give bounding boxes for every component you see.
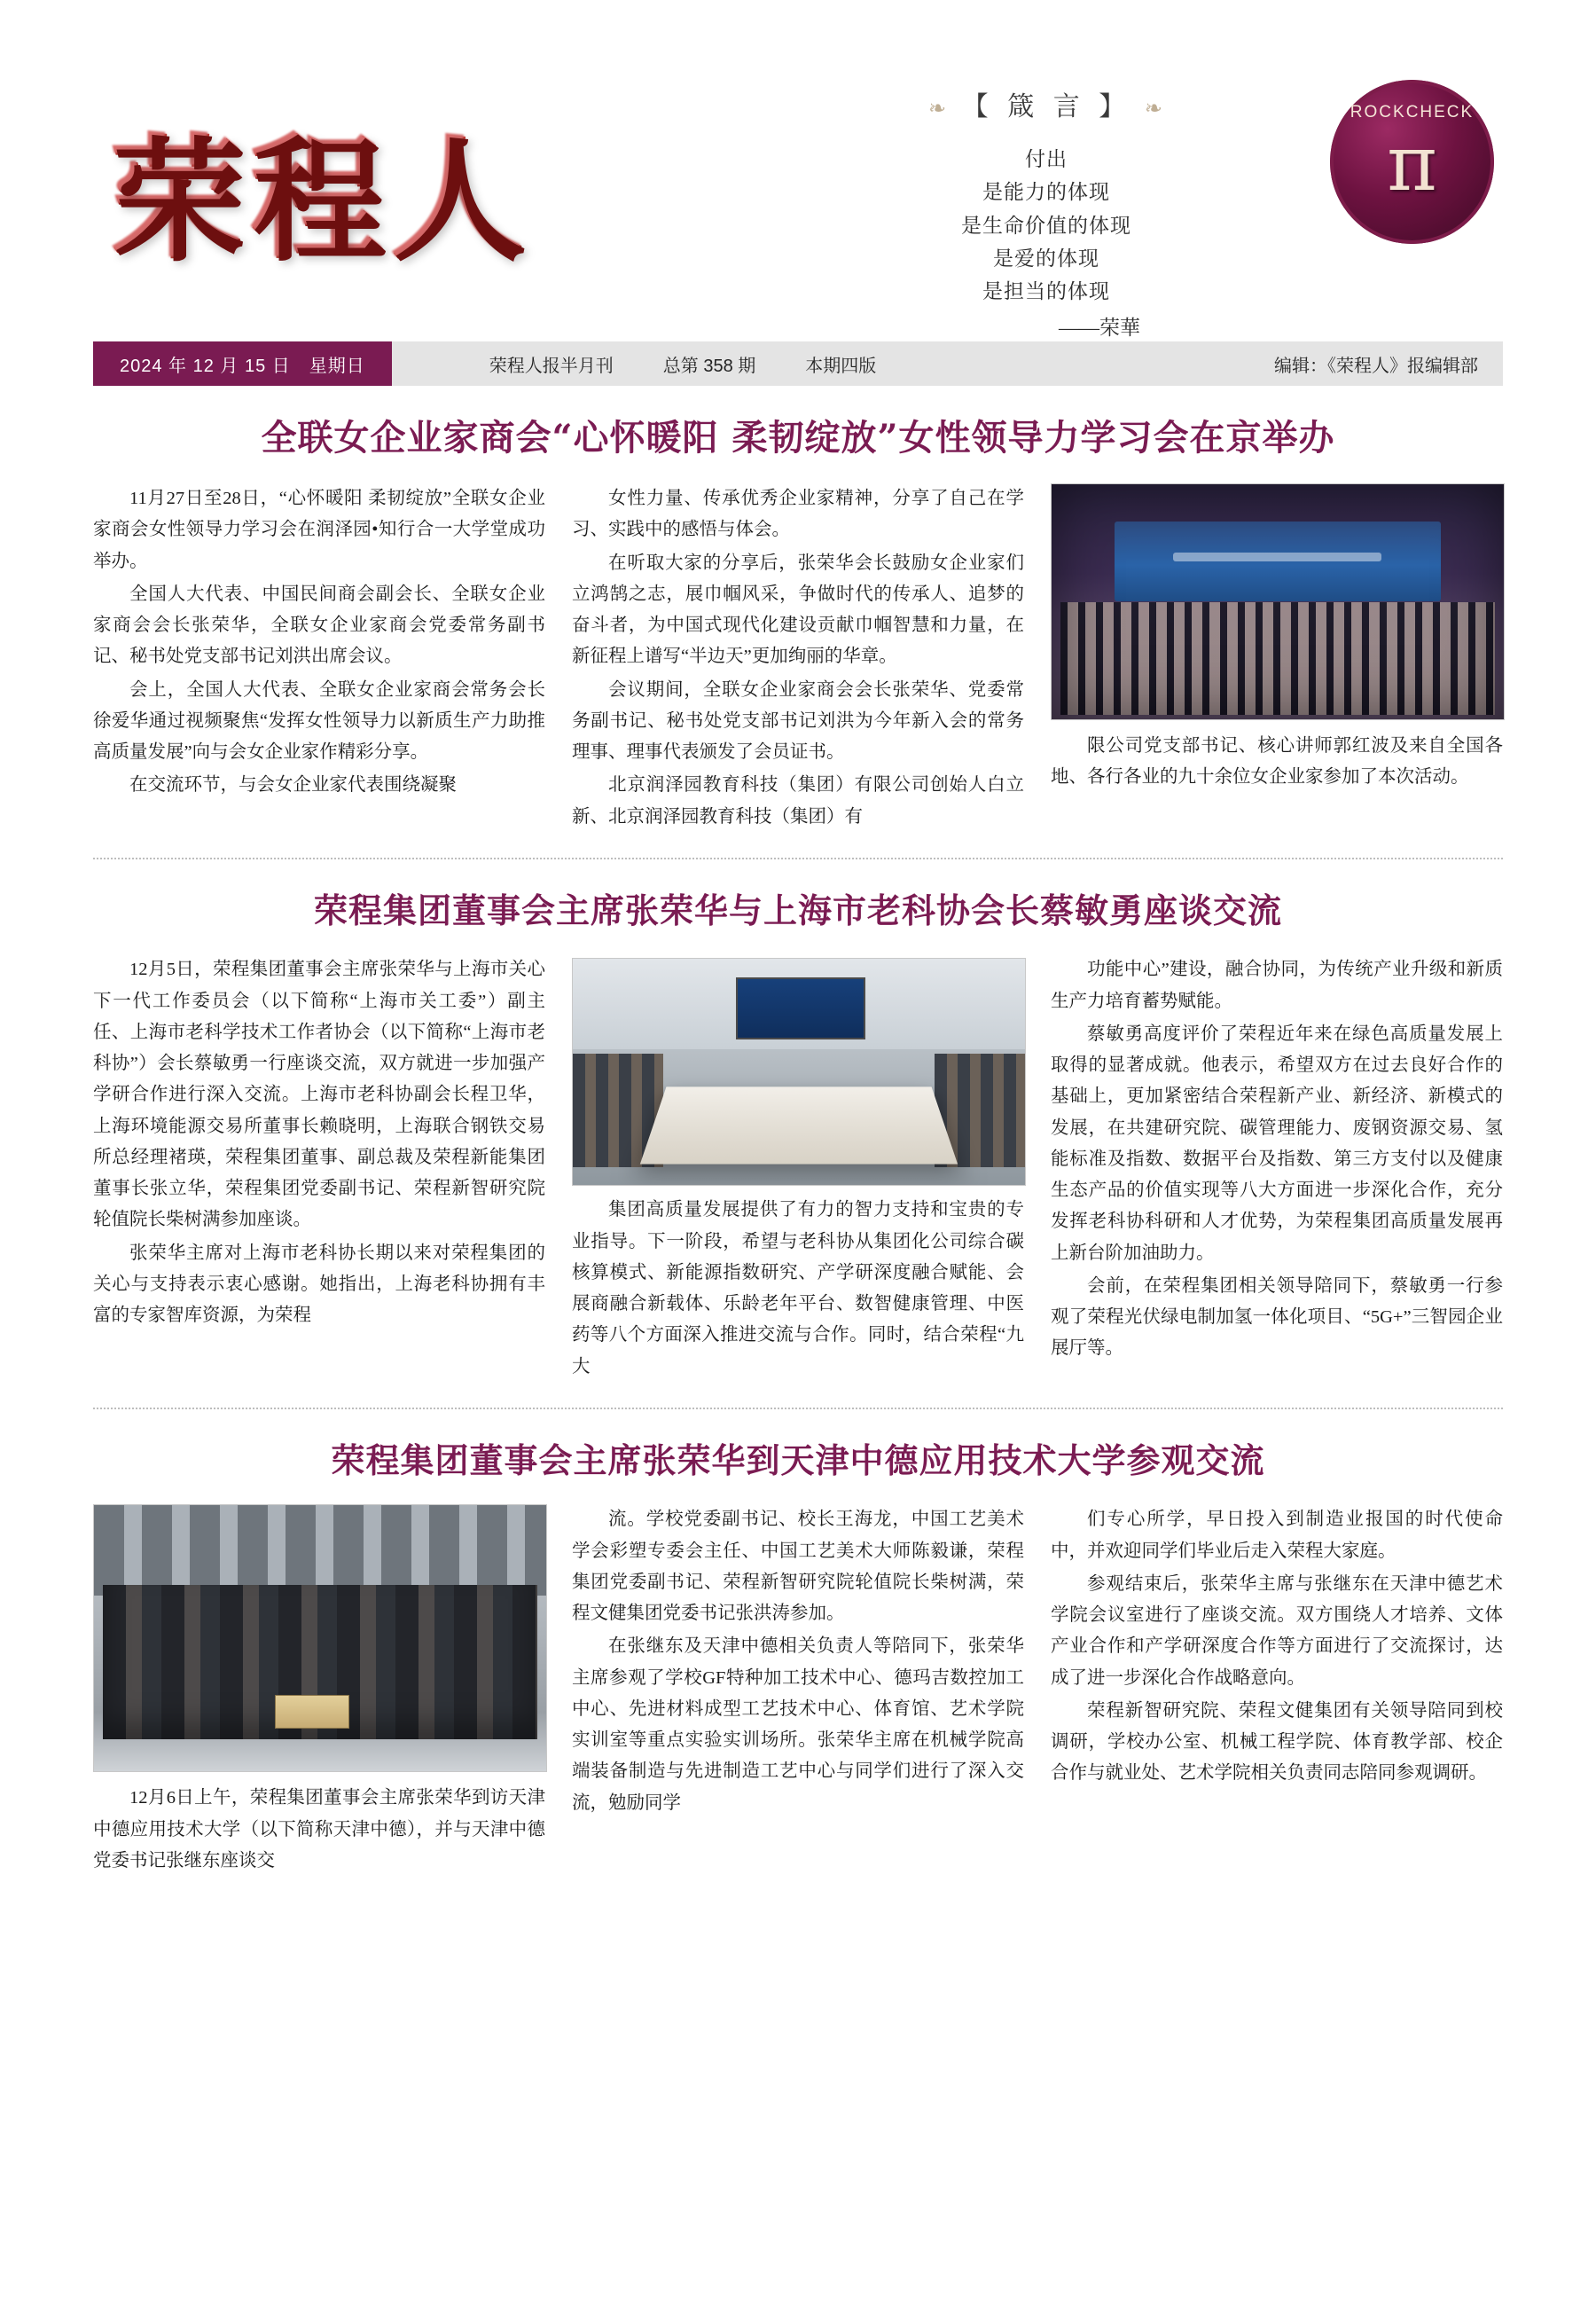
motto-lines bbox=[856, 143, 1237, 308]
motto-title: 【 箴 言 】 bbox=[961, 91, 1131, 122]
issue-number: 总第 358 期 bbox=[662, 356, 756, 376]
article-3-column-1 bbox=[93, 1504, 545, 1879]
photo-presentation-screen bbox=[736, 977, 866, 1039]
article-3-column-2 bbox=[572, 1504, 1024, 1879]
paragraph: 北京润泽园教育科技（集团）有限公司创始人白立新、北京润泽园教育科技（集团）有 bbox=[572, 775, 1024, 827]
publication-logo: 荣程人 bbox=[111, 122, 532, 278]
motto-line: 是生命价值的体现 bbox=[961, 214, 1131, 237]
paragraph: 全国人大代表、中国民间商会副会长、全联女企业家商会会长张荣华，全联女企业家商会党委常务副书记、秘书处党支部书记刘洪出席会议。 bbox=[93, 584, 545, 667]
photo-windows bbox=[94, 1505, 546, 1596]
paragraph: 会前，在荣程集团相关领导陪同下，蔡敏勇一行参观了荣程光伏绿电制加氢一体化项目、“5G+”三智园企业展厅等。 bbox=[1051, 1275, 1503, 1359]
paragraph: 功能中心”建设，融合协同，为传统产业升级和新质生产力培育蓄势赋能。 bbox=[1051, 960, 1503, 1011]
paragraph: 12月6日上午，荣程集团董事会主席张荣华到访天津中德应用技术大学（以下简称天津中德），并与天津中德党委书记张继东座谈交 bbox=[93, 1788, 545, 1871]
article-2-body bbox=[93, 954, 1503, 1384]
pi-symbol-icon: π bbox=[1387, 120, 1437, 208]
paragraph: 在张继东及天津中德相关负责人等陪同下，张荣华主席参观了学校GF特种加工技术中心、德玛吉数控加工中心、先进材料成型工艺技术中心、体育馆、艺术学院实训室等重点实验实训场所。张荣华主席在机械学院高端装备制造与先进制造工艺中心与同学们进行了深入交流，勉励同学 bbox=[572, 1636, 1024, 1813]
paragraph: 会上，全国人大代表、全联女企业家商会常务会长徐爱华通过视频聚焦“发挥女性领导力以新质生产力助推高质量发展”向与会女企业家作精彩分享。 bbox=[93, 679, 545, 762]
motto-line: 是爱的体现 bbox=[993, 247, 1099, 270]
paragraph: 限公司党支部书记、核心讲师郭红波及来自全国各地、各行各业的九十余位女企业家参加了本次活动。 bbox=[1051, 736, 1503, 788]
masthead bbox=[93, 0, 1503, 341]
ornament-left-icon: ❧ bbox=[928, 96, 949, 121]
article-1-headline: 全联女企业家商会“心怀暖阳 柔韧绽放”女性领导力学习会在京举办 bbox=[261, 417, 1335, 459]
rockcheck-logo bbox=[1330, 80, 1494, 244]
paragraph: 蔡敏勇高度评价了荣程近年来在绿色高质量发展上取得的显著成就。他表示，希望双方在过去良好合作的基础上，更加紧密结合荣程新产业、新经济、新模式的发展，在共建研究院、碳管理能力、废钢资源交易、氢能标准及指数、数据平台及指数、第三方支付以及健康生态产品的价值实现等八大方面进一步深化合作，充分发挥老科协科研和人才优势，为荣程集团高质量发展再上新台阶加油助力。 bbox=[1051, 1024, 1503, 1263]
article-2-column-3 bbox=[1051, 954, 1503, 1384]
issue-date: 2024 年 12 月 15 日 星期日 bbox=[93, 341, 392, 386]
paragraph: 流。学校党委副书记、校长王海龙，中国工艺美术学会彩塑专委会主任、中国工艺美术大师陈毅谦，荣程集团党委副书记、荣程新智研究院轮值院长柴树满，荣程文健集团党委书记张洪涛参加。 bbox=[572, 1510, 1024, 1623]
article-1-column-1 bbox=[93, 483, 545, 835]
photo-equipment-model bbox=[275, 1695, 349, 1729]
motto-block bbox=[856, 84, 1237, 341]
publication-name: 荣程人报半月刊 bbox=[489, 356, 614, 376]
motto-signature: ——荣華 bbox=[1059, 317, 1140, 340]
paragraph: 女性力量、传承优秀企业家精神，分享了自己在学习、实践中的感悟与体会。 bbox=[572, 489, 1024, 540]
paragraph: 12月5日，荣程集团董事会主席张荣华与上海市关心下一代工作委员会（以下简称“上海市关工委”）副主任、上海市老科学技术工作者协会（以下简称“上海市老科协”）会长蔡敏勇一行座谈交流，双方就进一步加强产学研合作进行深入交流。上海市老科协副会长程卫华，上海环境能源交易所董事长赖晓明，上海联合钢铁交易所总经理褚瑛，荣程集团董事、副总裁及荣程新能集团董事长张立华，荣程集团党委副书记、荣程新智研究院轮值院长柴树满参加座谈。 bbox=[93, 960, 545, 1230]
article-1-column-2 bbox=[572, 483, 1024, 835]
photo-meeting-roundtable bbox=[572, 958, 1026, 1186]
article-2-column-2 bbox=[572, 954, 1024, 1384]
article-3-column-3 bbox=[1051, 1504, 1503, 1879]
photo-conference-table bbox=[640, 1086, 958, 1164]
paragraph: 集团高质量发展提供了有力的智力支持和宝贵的专业指导。下一阶段，希望与老科协从集团化公司综合碳核算模式、新能源指数研究、产学研深度融合赋能、会展商融合新载体、乐龄老年平台、数智健康管理、中医药等八个方面深入推进交流与合作。同时，结合荣程“九大 bbox=[572, 1200, 1024, 1377]
motto-line: 是能力的体现 bbox=[982, 181, 1110, 204]
paragraph: 参观结束后，张荣华主席与张继东在天津中德艺术学院会议室进行了座谈交流。双方围绕人才培养、文体产业合作和产学研深度合作等方面进行了交流探讨，达成了进一步深化合作战略意向。 bbox=[1051, 1573, 1503, 1688]
issue-info-bar bbox=[93, 341, 1503, 386]
article-2-column-1 bbox=[93, 954, 545, 1384]
photo-women-entrepreneurs-group bbox=[1051, 483, 1505, 720]
infobar-spacer bbox=[901, 341, 1249, 386]
page-count: 本期四版 bbox=[805, 356, 877, 376]
paragraph: 11月27日至28日，“心怀暖阳 柔韧绽放”全联女企业家商会女性领导力学习会在润泽园•知行合一大学堂成功举办。 bbox=[93, 489, 545, 571]
motto-title-row bbox=[856, 84, 1237, 123]
article-1-body bbox=[93, 483, 1503, 835]
motto-line: 付出 bbox=[1025, 148, 1068, 170]
brand-name: ROCKCHECK bbox=[1350, 103, 1475, 122]
section-divider-1 bbox=[93, 858, 1503, 859]
motto-line: 是担当的体现 bbox=[982, 280, 1110, 302]
editor-credit: 编辑：《荣程人》报编辑部 bbox=[1274, 356, 1478, 376]
paragraph: 在交流环节，与会女企业家代表围绕凝聚 bbox=[129, 775, 457, 796]
ornament-right-icon: ❧ bbox=[1144, 96, 1164, 121]
paragraph: 们专心所学，早日投入到制造业报国的时代使命中，并欢迎同学们毕业后走入荣程大家庭。 bbox=[1051, 1510, 1503, 1561]
article-1-column-3 bbox=[1051, 483, 1503, 835]
article-2-headline: 荣程集团董事会主席张荣华与上海市老科协会长蔡敏勇座谈交流 bbox=[313, 890, 1282, 930]
photo-university-visit bbox=[93, 1504, 547, 1772]
photo-vignette bbox=[1052, 484, 1504, 719]
section-divider-2 bbox=[93, 1408, 1503, 1409]
paragraph: 在听取大家的分享后，张荣华会长鼓励女企业家们立鸿鹄之志，展巾帼风采，争做时代的传承人、追梦的奋斗者，为中国式现代化建设贡献巾帼智慧和力量，在新征程上谱写“半边天”更加绚丽的华章。 bbox=[572, 553, 1024, 667]
article-3-body bbox=[93, 1504, 1503, 1879]
paragraph: 会议期间，全联女企业家商会会长张荣华、党委常务副书记、秘书处党支部书记刘洪为今年新入会的常务理事、理事代表颁发了会员证书。 bbox=[572, 679, 1024, 762]
article-3-headline: 荣程集团董事会主席张荣华到天津中德应用技术大学参观交流 bbox=[331, 1439, 1265, 1480]
paragraph: 张荣华主席对上海市老科协长期以来对荣程集团的关心与支持表示衷心感谢。她指出，上海老科协拥有丰富的专家智库资源，为荣程 bbox=[93, 1243, 545, 1325]
paragraph: 荣程新智研究院、荣程文健集团有关领导陪同到校调研，学校办公室、机械工程学院、体育教学部、校企合作与就业处、艺术学院相关负责同志陪同参观调研。 bbox=[1051, 1700, 1503, 1784]
